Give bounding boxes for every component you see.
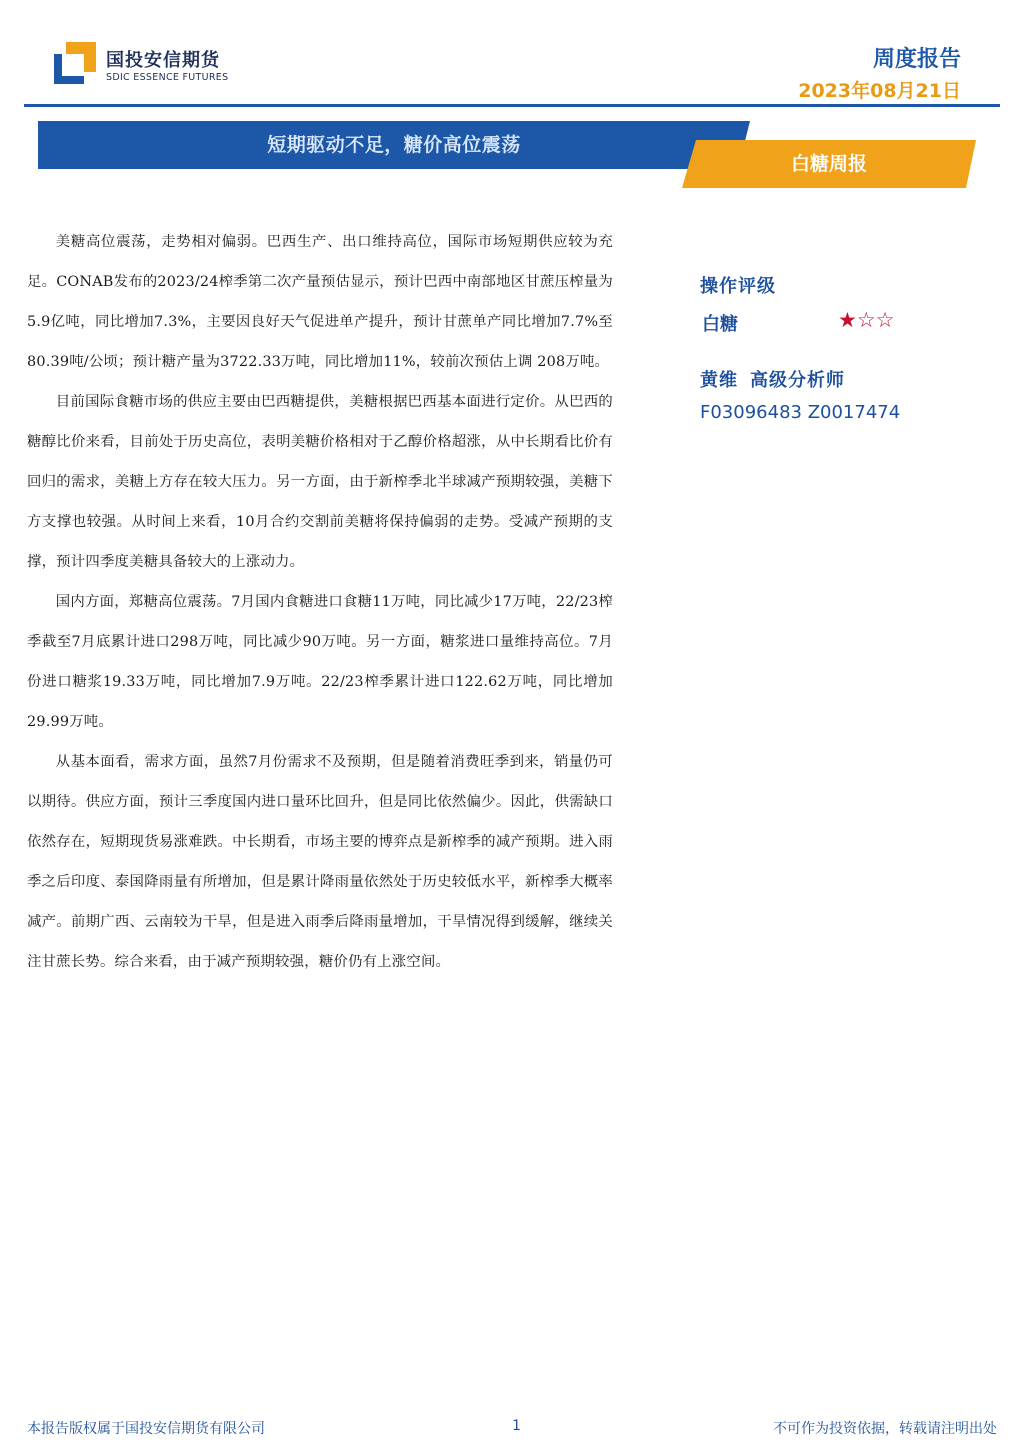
report-category-tag: 白糖周报 — [790, 153, 867, 175]
company-name-cn: 国投安信期货 — [106, 50, 220, 71]
analyst-licenses: F03096483 Z0017474 — [700, 402, 901, 423]
report-headline: 短期驱动不足，糖价高位震荡 — [267, 134, 521, 156]
page-number: 1 — [512, 1418, 521, 1434]
company-logo — [54, 40, 234, 90]
body-paragraph: 从基本面看，需求方面，虽然7月份需求不及预期，但是随着消费旺季到来，销量仍可以期待。供应方面，预计三季度国内进口量环比回升，但是同比依然偏少。因此，供需缺口依然存在，短期现货易涨难跌。中长期看，市场主要的博弈点是新榨季的减产预期。进入雨季之后印度、泰国降雨量有所增加，但是累计降雨量依然处于历史较低水平，新榨季大概率减产。前期广西、云南较为干旱，但是进入雨季后降雨量增加，干旱情况得到缓解，继续关注甘蔗长势。综合来看，由于减产预期较强，糖价仍有上涨空间。 — [27, 754, 613, 970]
analyst-title: 高级分析师 — [750, 370, 845, 391]
report-date: 2023年08月21日 — [798, 80, 961, 102]
rating-product: 白糖 — [702, 314, 738, 335]
logo-mark-icon — [54, 42, 96, 84]
body-paragraph: 目前国际食糖市场的供应主要由巴西糖提供，美糖根据巴西基本面进行定价。从巴西的糖醇比价来看，目前处于历史高位，表明美糖价格相对于乙醇价格超涨，从中长期看比价有回归的需求，美糖上方存在较大压力。另一方面，由于新榨季北半球减产预期较强，美糖下方支撑也较强。从时间上来看，10月合约交割前美糖将保持偏弱的走势。受减产预期的支撑，预计四季度美糖具备较大的上涨动力。 — [27, 394, 613, 570]
analyst-info — [700, 366, 857, 392]
report-body — [27, 222, 613, 982]
body-paragraph: 美糖高位震荡，走势相对偏弱。巴西生产、出口维持高位，国际市场短期供应较为充足。CONAB发布的2023/24榨季第二次产量预估显示，预计巴西中南部地区甘蔗压榨量为5.9亿吨，同比增加7.3%，主要因良好天气促进单产提升，预计甘蔗单产同比增加7.7%至80.39吨/公顷；预计糖产量为3722.33万吨，同比增加11%，较前次预估上调 208万吨。 — [27, 234, 613, 370]
company-name-en: SDIC ESSENCE FUTURES — [106, 72, 229, 83]
report-type: 周度报告 — [872, 47, 961, 72]
footer-copyright: 本报告版权属于国投安信期货有限公司 — [27, 1421, 265, 1437]
body-paragraph: 国内方面，郑糖高位震荡。7月国内食糖进口食糖11万吨，同比减少17万吨，22/23榨季截至7月底累计进口298万吨，同比减少90万吨。另一方面，糖浆进口量维持高位。7月份进口糖浆19.33万吨，同比增加7.9万吨。22/23榨季累计进口122.62万吨，同比增加29.99万吨。 — [27, 594, 613, 730]
star-rating-icon: ★☆☆ — [838, 308, 895, 332]
header-divider — [24, 104, 1000, 107]
rating-title: 操作评级 — [700, 276, 776, 297]
footer-disclaimer: 不可作为投资依据，转载请注明出处 — [773, 1421, 997, 1437]
analyst-name: 黄维 — [700, 370, 738, 391]
